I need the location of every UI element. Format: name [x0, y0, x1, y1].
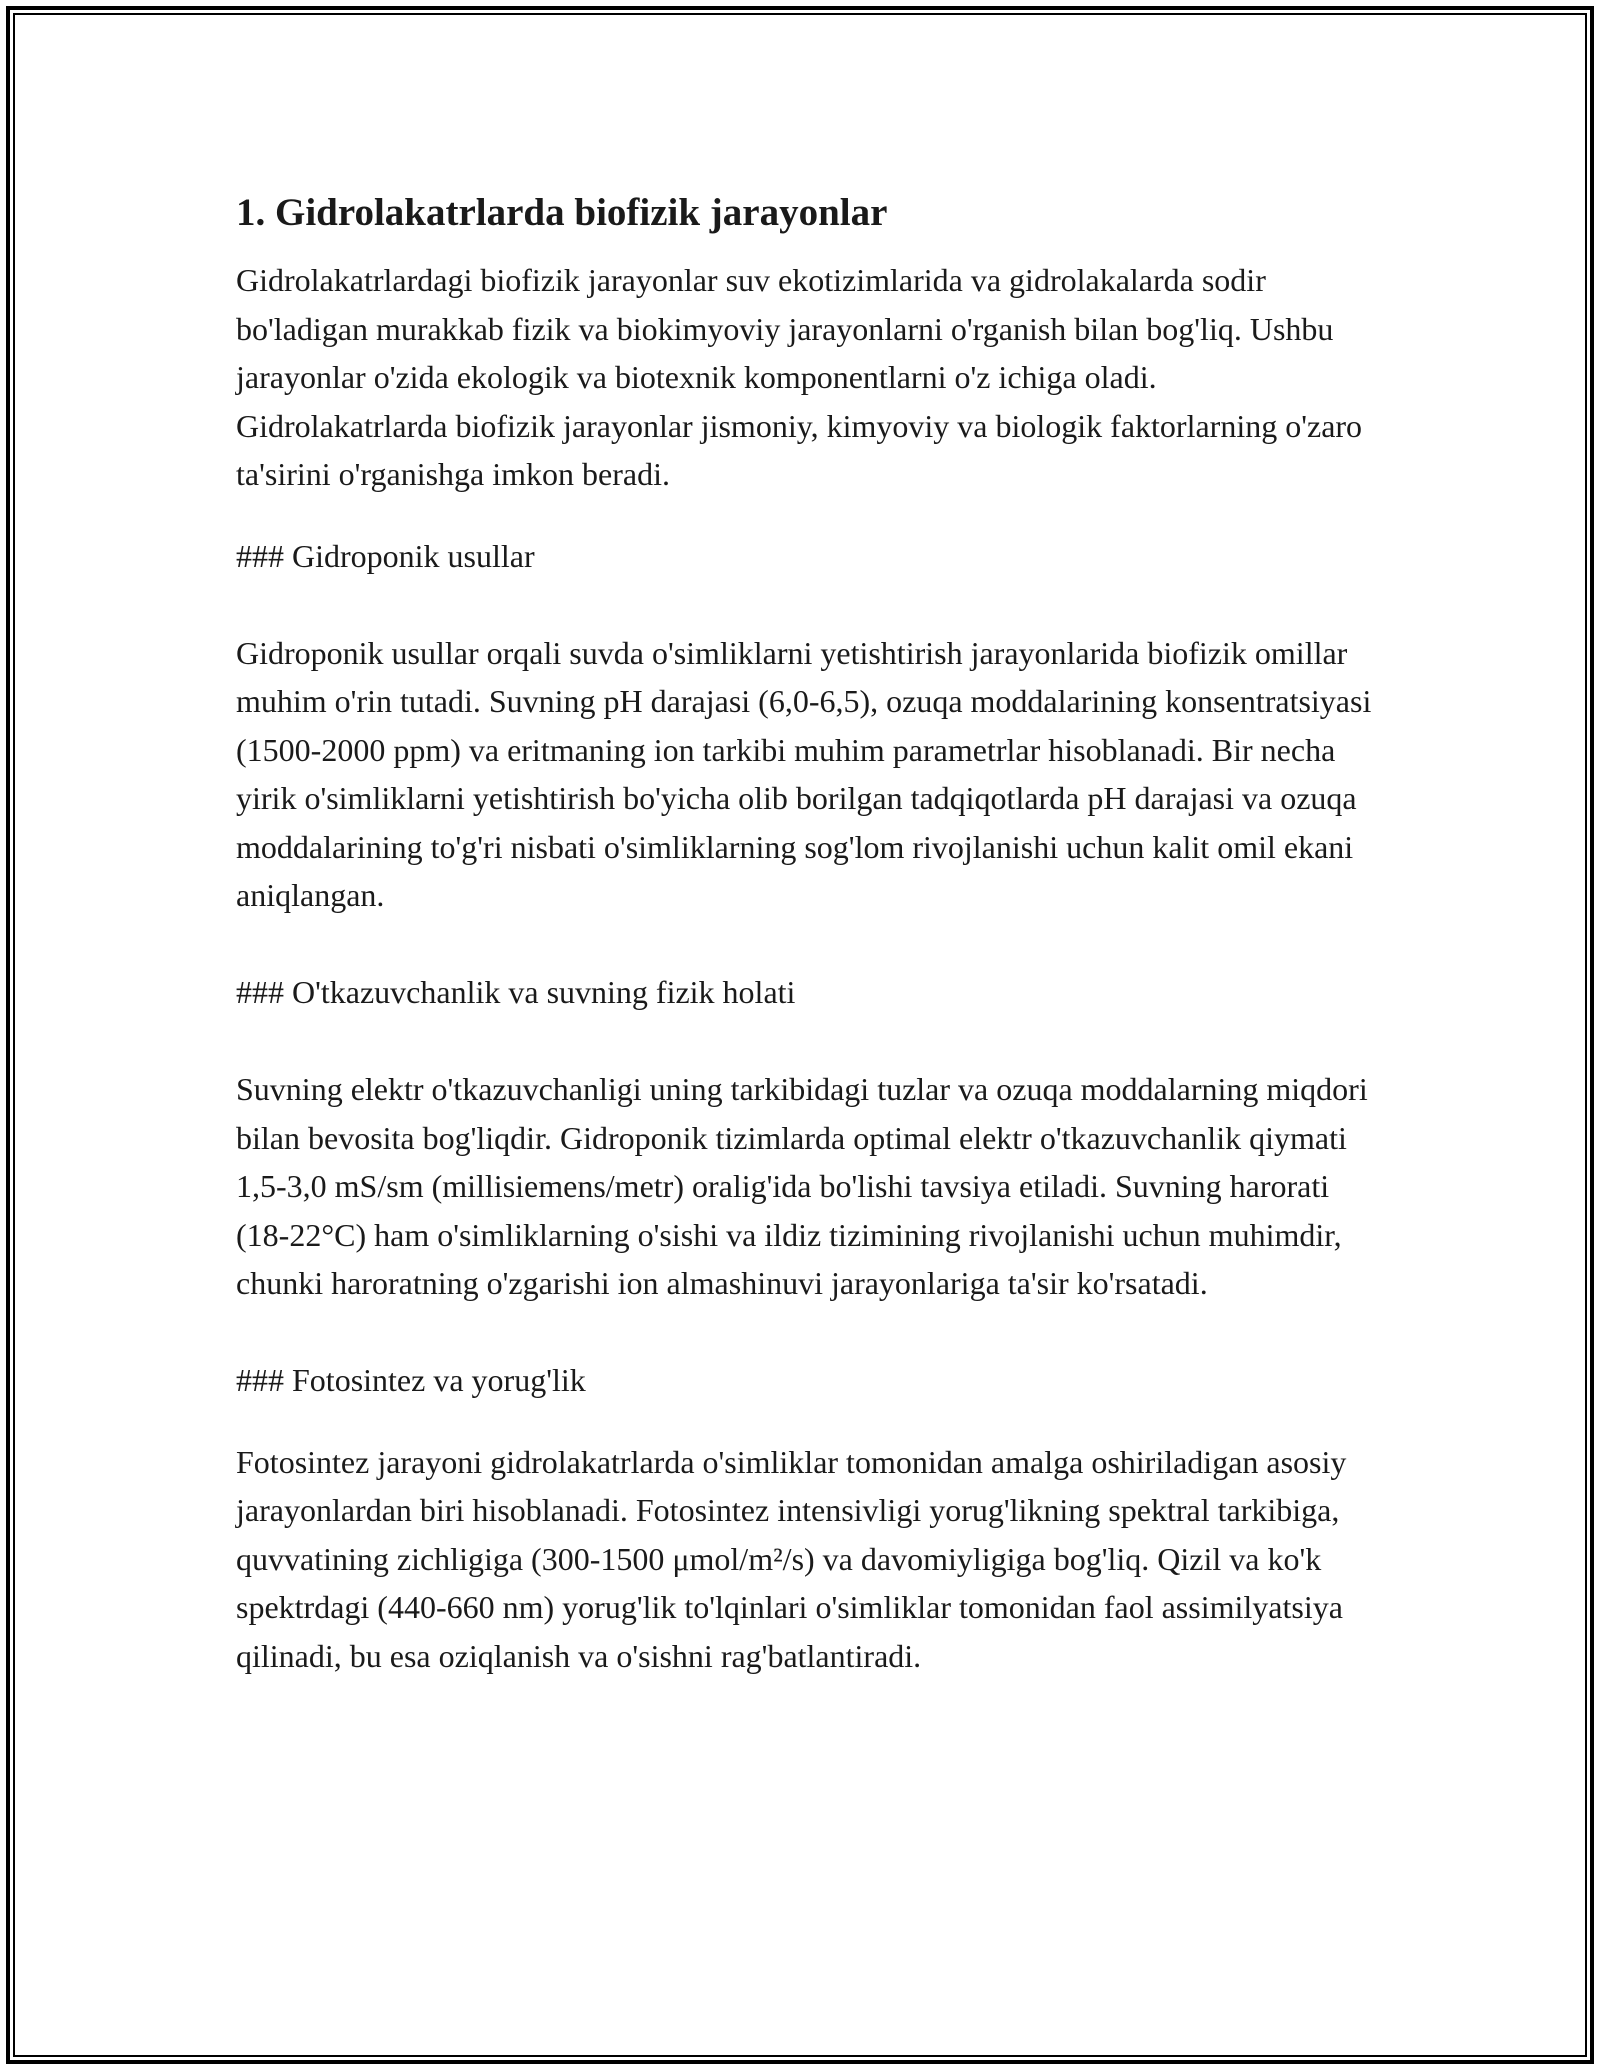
conductivity-paragraph: Suvning elektr o'tkazuvchanligi uning tarkibidagi tuzlar va ozuqa moddalarning miqdori bilan bevosita bog'liqdir. Gidroponik tizimlarda optimal elektr o'tkazuvchanlik qiymati 1,5-3,0 mS/sm (millisiemens/metr) oralig'ida bo'lishi tavsiya etiladi. Suvning harorati (18-22°C) ham o'simliklarning o'sishi va ildiz tizimining rivojlanishi uchun muhimdir, chunki haroratning o'zgarishi ion almashinuvi jarayonlariga ta'sir ko'rsatadi.: [236, 1071, 1368, 1301]
subheading-hydroponics: ### Gidroponik usullar: [236, 537, 535, 574]
subheading-conductivity: ### O'tkazuvchanlik va suvning fizik holati: [236, 974, 796, 1010]
spacer: [236, 499, 1376, 532]
document-body: [236, 186, 1376, 1680]
hydroponics-paragraph: Gidroponik usullar orqali suvda o'simliklarni yetishtirish jarayonlarida biofizik omillar muhim o'rin tutadi. Suvning pH darajasi (6,0-6,5), ozuqa moddalarining konsentratsiyasi (1500-2000 ppm) va eritmaning ion tarkibi muhim parametrlar hisoblanadi. Bir necha yirik o'simliklarni yetishtirish bo'yicha olib borilgan tadqiqotlarda pH darajasi va ozuqa moddalarining to'g'ri nisbati o'simliklarning sog'lom rivojlanishi uchun kalit omil ekani aniqlangan.: [236, 634, 1372, 913]
spacer: [236, 1308, 1376, 1357]
spacer: [236, 580, 1376, 629]
spacer: [236, 1017, 1376, 1066]
subheading-photosynthesis: ### Fotosintez va yorug'lik: [236, 1362, 586, 1398]
spacer: [236, 920, 1376, 969]
section-title: 1. Gidrolakatrlarda biofizik jarayonlar: [236, 191, 888, 234]
spacer: [236, 1405, 1376, 1438]
intro-paragraph: Gidrolakatrlardagi biofizik jarayonlar suv ekotizimlarida va gidrolakalarda sodir bo'ladigan murakkab fizik va biokimyoviy jarayonlarni o'rganish bilan bog'liq. Ushbu jarayonlar o'zida ekologik va biotexnik komponentlarni o'z ichiga oladi. Gidrolakatrlarda biofizik jarayonlar jismoniy, kimyoviy va biologik faktorlarning o'zaro ta'sirini o'rganishga imkon beradi.: [236, 262, 1363, 492]
photosynthesis-paragraph: Fotosintez jarayoni gidrolakatrlarda o'simliklar tomonidan amalga oshiriladigan asosiy jarayonlardan biri hisoblanadi. Fotosintez intensivligi yorug'likning spektral tarkibiga, quvvatining zichligiga (300-1500 μmol/m²/s) va davomiyligiga bog'liq. Qizil va ko'k spektrdagi (440-660 nm) yorug'lik to'lqinlari o'simliklar tomonidan faol assimilyatsiya qilinadi, bu esa oziqlanish va o'sishni rag'batlantiradi.: [236, 1443, 1347, 1674]
